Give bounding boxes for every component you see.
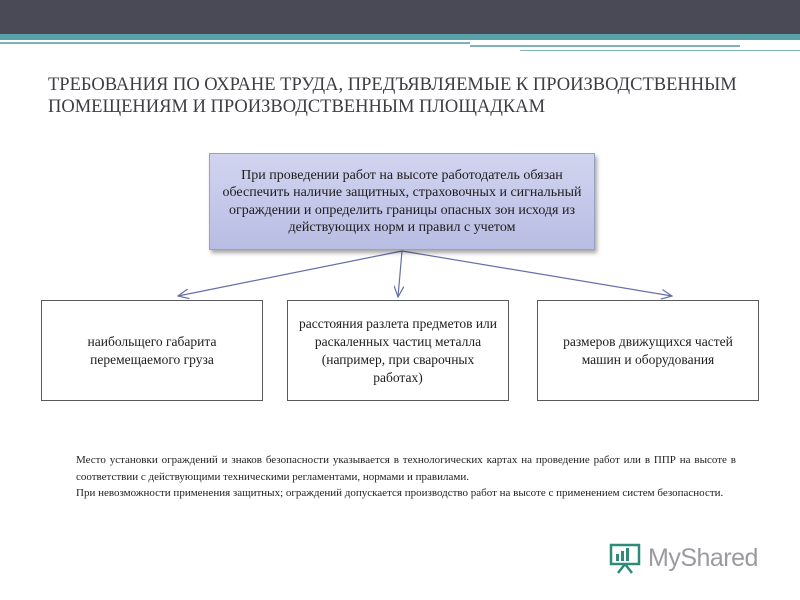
watermark-logo: [608, 538, 758, 578]
arrow-to-center-box: [398, 251, 402, 297]
factor-box-scatter-distance: [287, 300, 509, 401]
logo-text: MyShared: [648, 543, 758, 572]
factor-box-moving-parts: [537, 300, 759, 401]
note-paragraph: Место установки ограждений и знаков безопасности указывается в технологических картах на проведение работ или в ППР на высоте в соответствии с действующими техническими регламентами, нормами и правилами.: [76, 454, 736, 483]
arrow-to-right-box: [402, 251, 672, 296]
main-requirement-text: При проведении работ на высоте работодатель обязан обеспечить наличие защитных, страховочных и сигнальный ограждении и определить границы опасных зон исходя из действующих норм и правил с учетом: [222, 167, 582, 235]
note-paragraph: При невозможности применения защитных; ограждений допускается производство работ на высоте с применением систем безопасности.: [76, 487, 724, 499]
factor-text: размеров движущихся частей машин и оборудования: [563, 333, 733, 367]
main-requirement-box: [209, 153, 595, 250]
factor-text: расстояния разлета предметов или раскаленных частиц металла (например, при сварочных работах): [298, 315, 498, 385]
factor-box-load-size: [41, 300, 263, 401]
note-text-block: [76, 452, 736, 502]
arrow-to-left-box: [178, 251, 402, 296]
slide-title: ТРЕБОВАНИЯ ПО ОХРАНЕ ТРУДА, ПРЕДЪЯВЛЯЕМЫЕ К ПРОИЗВОДСТВЕННЫМ ПОМЕЩЕНИЯМ И ПРОИЗВОДСТВЕННЫМ ПЛОЩАДКАМ: [48, 75, 737, 117]
factor-text: наибольщего габарита перемещаемого груза: [87, 333, 217, 367]
presentation-board-icon: [608, 541, 642, 575]
